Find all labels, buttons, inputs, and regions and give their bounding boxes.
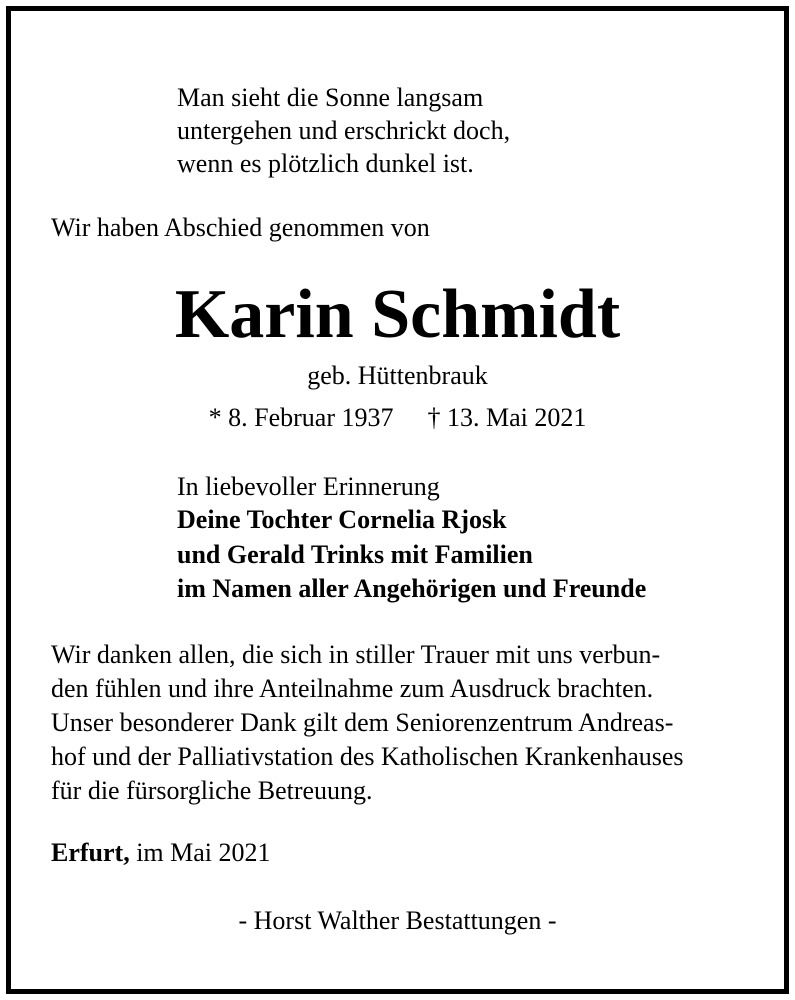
remembrance-line: In liebevoller Erinnerung <box>177 472 440 501</box>
maiden-name: geb. Hüttenbrauk <box>307 361 488 390</box>
place-date-text: im Mai 2021 <box>136 838 271 867</box>
birth-date: * 8. Februar 1937 <box>208 403 394 432</box>
thanks-line: Unser besonderer Dank gilt dem Seniorenzentrum Andreas- <box>51 708 674 737</box>
deceased-name: Karin Schmidt <box>174 276 621 353</box>
farewell-intro: Wir haben Abschied genommen von <box>51 213 430 242</box>
mourner-line: im Namen aller Angehörigen und Freunde <box>177 574 647 603</box>
thanks-line: für die fürsorgliche Betreuung. <box>51 776 373 805</box>
poem-line: wenn es plötzlich dunkel ist. <box>177 149 474 178</box>
thanks-line: den fühlen und ihre Anteilnahme zum Ausdruck brachten. <box>51 674 654 703</box>
place-date <box>51 836 271 869</box>
mourner-line: Deine Tochter Cornelia Rjosk <box>177 505 507 534</box>
undertaker-credit: - Horst Walther Bestattungen - <box>238 906 557 935</box>
place-city: Erfurt, <box>51 838 130 867</box>
death-date: † 13. Mai 2021 <box>427 403 587 432</box>
thanks-line: hof und der Palliativstation des Katholischen Krankenhauses <box>51 742 684 771</box>
obituary-frame <box>6 6 789 994</box>
thanks-line: Wir danken allen, die sich in stiller Trauer mit uns verbun- <box>51 640 661 669</box>
poem-line: untergehen und erschrickt doch, <box>177 116 511 145</box>
mourner-line: und Gerald Trinks mit Familien <box>177 540 533 569</box>
poem-line: Man sieht die Sonne langsam <box>177 83 484 112</box>
life-dates <box>11 401 784 434</box>
